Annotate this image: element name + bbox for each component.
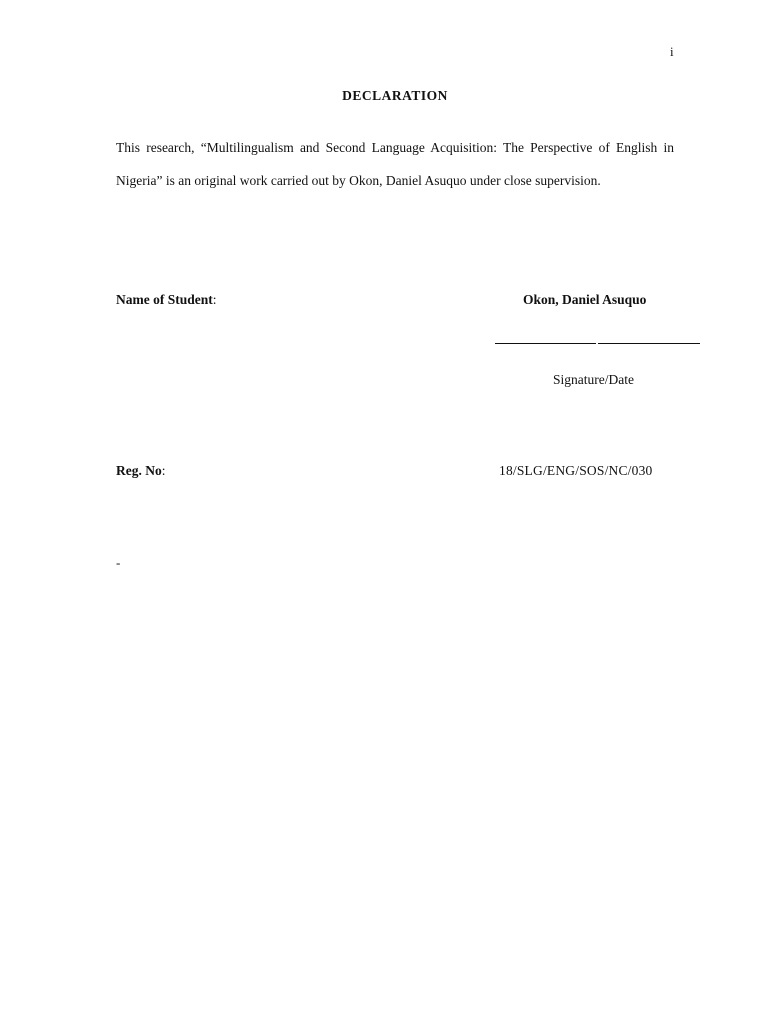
signature-line-gap xyxy=(596,343,598,344)
signature-date-caption: Signature/Date xyxy=(553,372,634,387)
student-name-label-colon: : xyxy=(212,292,217,307)
declaration-paragraph: This research, “Multilingualism and Second Language Acquisition: The Perspective of English in Nigeria” is an original work carried out by Okon, Daniel Asuquo under close supervision. xyxy=(116,140,674,188)
reg-no-label xyxy=(116,463,166,479)
student-name-label-text: Name of Student xyxy=(116,292,213,307)
stray-dash: - xyxy=(116,555,121,570)
student-name-label xyxy=(116,292,217,308)
page-title: DECLARATION xyxy=(342,88,448,103)
student-name-value: Okon, Daniel Asuquo xyxy=(523,292,647,307)
reg-no-label-text: Reg. No xyxy=(116,463,162,478)
reg-no-value: 18/SLG/ENG/SOS/NC/030 xyxy=(499,463,653,478)
page-number: i xyxy=(670,44,674,59)
signature-line xyxy=(495,343,700,344)
reg-no-label-colon: : xyxy=(161,463,166,478)
